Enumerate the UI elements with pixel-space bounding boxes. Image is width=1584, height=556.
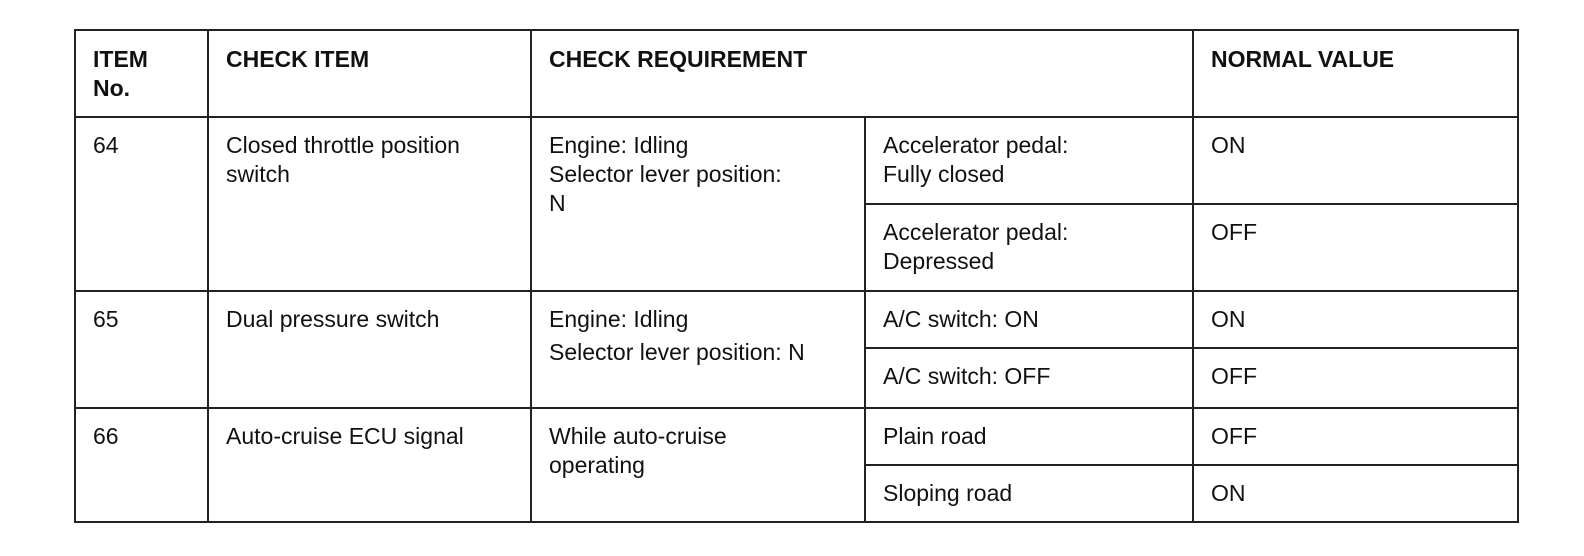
condition-cell: Accelerator pedal: Depressed <box>865 204 1193 291</box>
normal-value-cell: ON <box>1193 117 1518 204</box>
check-item-cell: Auto-cruise ECU signal <box>208 408 531 522</box>
check-item-cell: Dual pressure switch <box>208 291 531 408</box>
item-no-cell: 65 <box>75 291 208 408</box>
table-row <box>75 408 1518 465</box>
normal-value-cell: ON <box>1193 291 1518 348</box>
condition-cell: Accelerator pedal: Fully closed <box>865 117 1193 204</box>
header-normal-value: NORMAL VALUE <box>1193 30 1518 117</box>
header-item-no: ITEM No. <box>75 30 208 117</box>
check-item-cell: Closed throttle position switch <box>208 117 531 291</box>
header-check-requirement: CHECK REQUIREMENT <box>531 30 1193 117</box>
header-row <box>75 30 1518 117</box>
normal-value-cell: OFF <box>1193 348 1518 408</box>
requirement-cell: While auto-cruise operating <box>531 408 865 522</box>
condition-cell: Sloping road <box>865 465 1193 522</box>
normal-value-cell: ON <box>1193 465 1518 522</box>
check-table <box>74 29 1519 523</box>
normal-value-cell: OFF <box>1193 204 1518 291</box>
item-no-cell: 64 <box>75 117 208 291</box>
requirement-cell: Engine: Idling Selector lever position: N <box>531 117 865 291</box>
condition-cell: A/C switch: ON <box>865 291 1193 348</box>
condition-cell: Plain road <box>865 408 1193 465</box>
table-row <box>75 291 1518 348</box>
header-check-item: CHECK ITEM <box>208 30 531 117</box>
normal-value-cell: OFF <box>1193 408 1518 465</box>
item-no-cell: 66 <box>75 408 208 522</box>
condition-cell: A/C switch: OFF <box>865 348 1193 408</box>
table-row <box>75 117 1518 204</box>
requirement-cell: Engine: Idling Selector lever position: N <box>531 291 865 408</box>
